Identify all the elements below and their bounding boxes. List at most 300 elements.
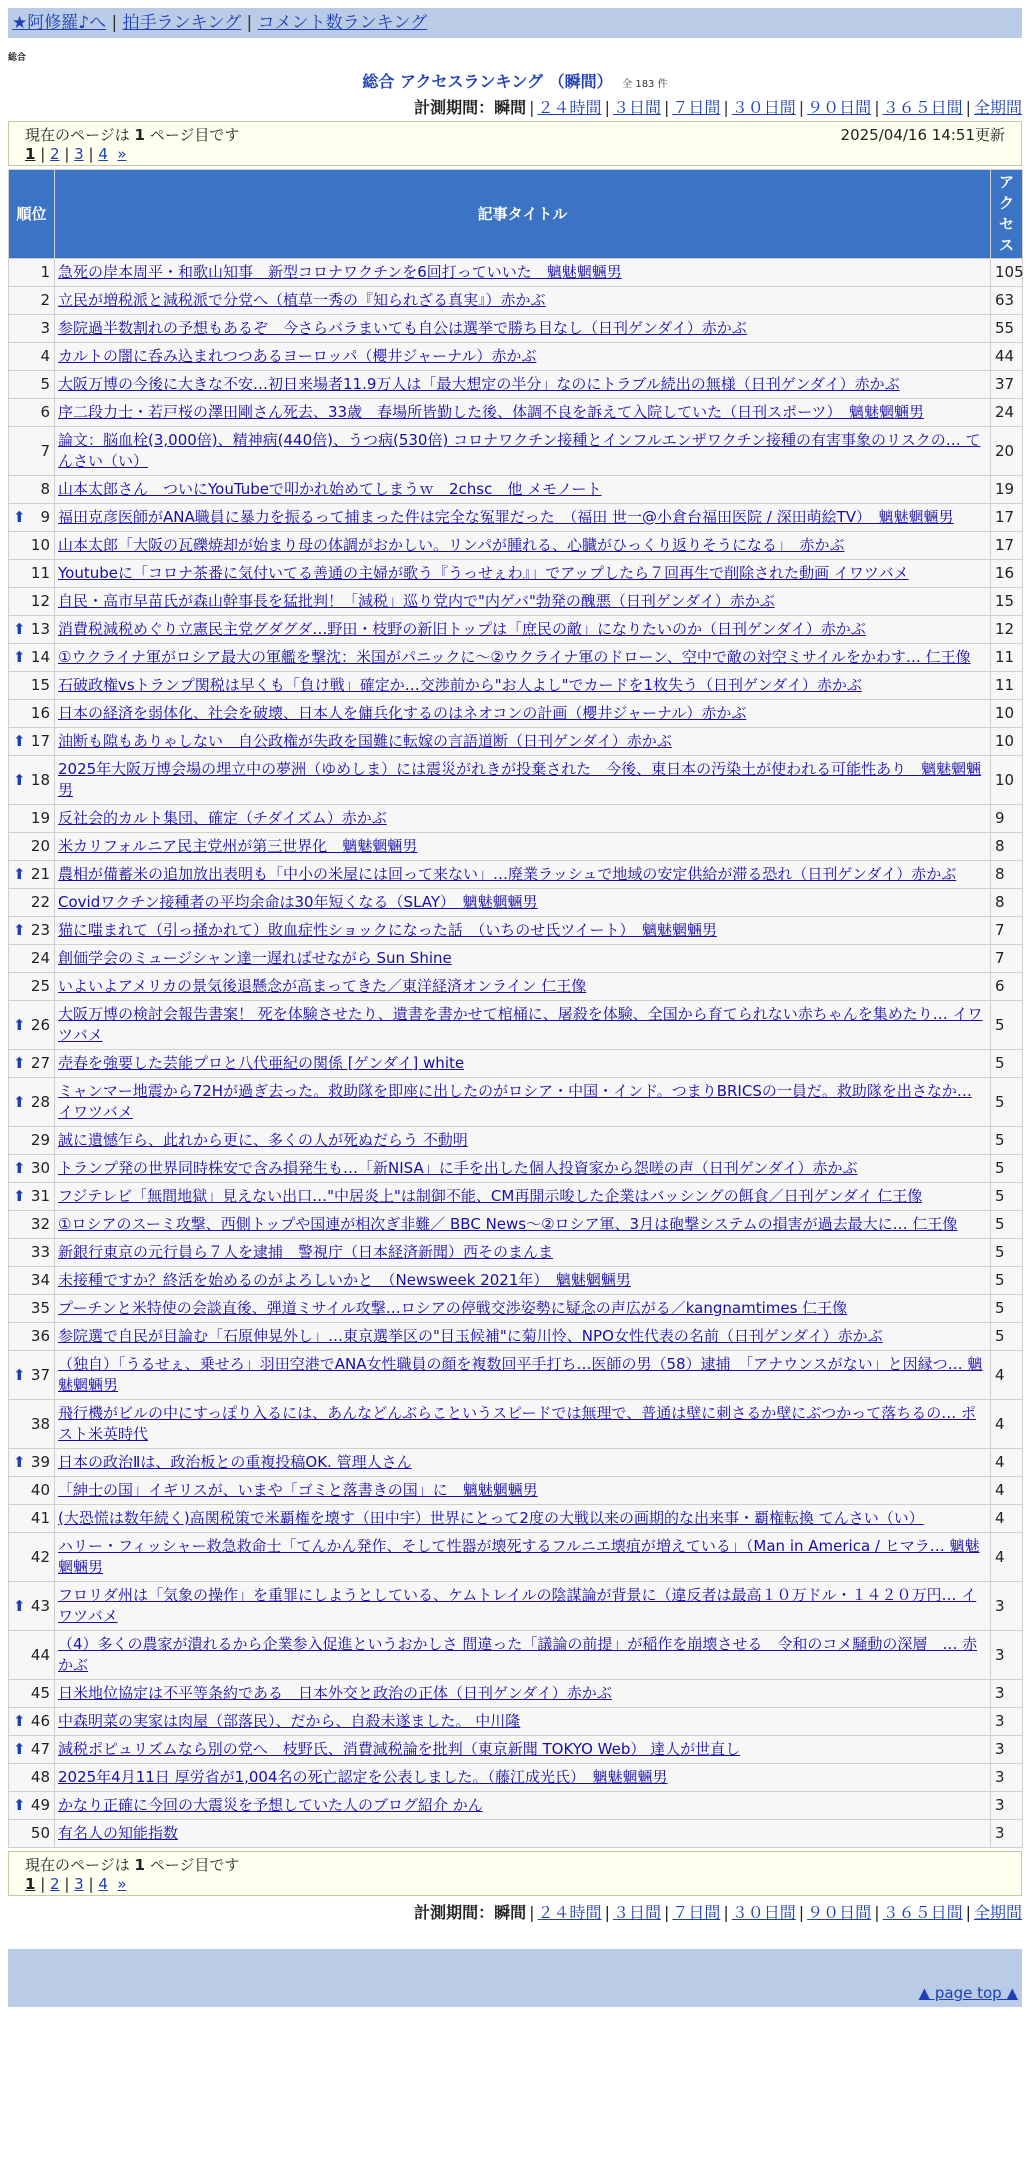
access-count: 5 — [991, 1155, 1023, 1183]
access-count: 5 — [991, 1211, 1023, 1239]
article-link[interactable]: 猫に嗤まれて（引っ掻かれて）敗血症性ショックになった話 （いちのせ氏ツイート） 魑魅魍魎男 — [58, 921, 717, 939]
up-arrow-icon: ⬆ — [13, 1159, 26, 1177]
article-link[interactable]: 中森明菜の実家は肉屋（部落民）、だから、自殺未遂ました。 中川隆 — [58, 1712, 521, 1730]
up-arrow-icon: ⬆ — [13, 921, 26, 939]
next-page-link[interactable]: » — [117, 1875, 127, 1893]
page-link[interactable]: 2 — [50, 145, 60, 163]
article-link[interactable]: 油断も隙もありゃしない 自公政権が失政を国難に転嫁の言語道断（日刊ゲンダイ）赤かぶ — [58, 732, 672, 750]
nav-separator: | — [111, 13, 118, 33]
period-separator: | — [663, 98, 670, 117]
title-cell — [55, 343, 991, 371]
table-row — [9, 833, 1023, 861]
up-arrow-icon: ⬆ — [13, 620, 26, 638]
article-link[interactable]: 大阪万博の今後に大きな不安…初日来場者11.9万人は「最大想定の半分」なのにトラブル続出の無様（日刊ゲンダイ）赤かぶ — [58, 375, 900, 393]
title-cell — [55, 504, 991, 532]
period-link[interactable]: ３日間 — [612, 98, 661, 117]
article-link[interactable]: 論文：脳血栓(3,000倍)、精神病(440倍)、うつ病(530倍) コロナワクチン接種とインフルエンザワクチン接種の有害事象のリスクの… てんさい（い） — [58, 431, 981, 470]
access-count: 5 — [991, 1183, 1023, 1211]
access-count: 4 — [991, 1505, 1023, 1533]
rank-number: 44 — [30, 1645, 50, 1664]
access-count: 7 — [991, 945, 1023, 973]
pager-top — [8, 121, 1022, 166]
title-cell — [55, 1078, 991, 1127]
rank-cell — [9, 1680, 55, 1708]
access-count: 5 — [991, 1295, 1023, 1323]
rank-cell — [9, 1323, 55, 1351]
period-link[interactable]: ３６５日間 — [882, 1903, 963, 1922]
access-count: 3 — [991, 1708, 1023, 1736]
rank-cell — [9, 1239, 55, 1267]
article-link[interactable]: 参院過半数割れの予想もあるぞ 今さらバラまいても自公は選挙で勝ち目なし（日刊ゲンダイ）赤かぶ — [58, 319, 747, 337]
page-separator: | — [83, 1875, 99, 1893]
table-row — [9, 343, 1023, 371]
title-cell — [55, 532, 991, 560]
rank-cell — [9, 833, 55, 861]
title-cell — [55, 1400, 991, 1449]
page-separator: | — [35, 1875, 51, 1893]
rank-cell — [9, 1764, 55, 1792]
access-count: 8 — [991, 833, 1023, 861]
article-link[interactable]: Covidワクチン接種者の平均余命は30年短くなる（SLAY） 魑魅魍魎男 — [58, 893, 538, 911]
period-separator: | — [965, 98, 971, 117]
period-current: 瞬間 — [494, 98, 527, 117]
rank-cell — [9, 1211, 55, 1239]
page-separator: | — [35, 145, 51, 163]
page-link[interactable]: 4 — [98, 1875, 108, 1893]
period-link[interactable]: ２４時間 — [537, 98, 602, 117]
access-count: 5 — [991, 1239, 1023, 1267]
title-cell — [55, 756, 991, 805]
clap-ranking-link[interactable]: 拍手ランキング — [122, 13, 242, 33]
period-separator: | — [965, 1903, 971, 1922]
rank-cell — [9, 1736, 55, 1764]
rank-number: 26 — [30, 1015, 50, 1034]
rank-number: 46 — [30, 1712, 50, 1730]
article-link[interactable]: 未接種ですか？終活を始めるのがよろしいかと （Newsweek 2021年） 魑魅魍魎男 — [58, 1271, 631, 1289]
footer-bar — [8, 1949, 1022, 1979]
page-separator: | — [59, 1875, 75, 1893]
article-link[interactable]: （4）多くの農家が潰れるから企業参入促進というおかしさ 間違った「議論の前提」が稲作を崩壊させる 令和のコメ騒動の深層 … 赤かぶ — [58, 1635, 978, 1674]
title-cell — [55, 560, 991, 588]
table-row — [9, 1680, 1023, 1708]
period-link[interactable]: ９０日間 — [807, 98, 872, 117]
access-count: 7 — [991, 917, 1023, 945]
title-cell — [55, 1533, 991, 1582]
article-link[interactable]: フロリダ州は「気象の操作」を重罪にしようとしている、ケムトレイルの陰謀論が背景に（違反者は最高１０万ドル・１４２０万円… イワツバメ — [58, 1586, 977, 1625]
article-link[interactable]: 誠に遺憾乍ら、此れから更に、多くの人が死ぬだらう 不動明 — [58, 1131, 468, 1149]
article-link[interactable]: ①ロシアのスーミ攻撃、西側トップや国連が相次ぎ非難／ BBC News～②ロシア軍、3月は砲撃システムの損害が過去最大に… 仁王像 — [58, 1215, 958, 1233]
access-count: 37 — [991, 371, 1023, 399]
article-link[interactable]: 急死の岸本周平・和歌山知事 新型コロナワクチンを6回打っていいた 魑魅魍魎男 — [58, 263, 622, 281]
page-current: 1 — [25, 145, 36, 163]
rank-number: 31 — [30, 1187, 50, 1205]
access-count: 5 — [991, 1050, 1023, 1078]
access-count: 11 — [991, 672, 1023, 700]
period-separator: | — [604, 1903, 610, 1922]
access-count: 5 — [991, 1001, 1023, 1050]
table-row — [9, 1127, 1023, 1155]
table-row — [9, 532, 1023, 560]
period-label: 計測期間： — [414, 98, 495, 117]
up-arrow-icon: ⬆ — [13, 1092, 26, 1111]
article-link[interactable]: (大恐慌は数年続く)高関税策で米覇権を壊す（田中宇）世界にとって2度の大戦以来の画期的な出来事・覇権転換 てんさい（い） — [58, 1509, 924, 1527]
ranking-title: 総合 アクセスランキング （瞬間） — [362, 72, 613, 91]
rank-number: 32 — [30, 1215, 50, 1233]
page-status — [25, 124, 239, 145]
up-arrow-icon: ⬆ — [13, 1365, 26, 1384]
table-row — [9, 1400, 1023, 1449]
access-count: 9 — [991, 805, 1023, 833]
rank-number: 38 — [30, 1414, 50, 1433]
rank-number: 12 — [30, 592, 50, 610]
title-cell — [55, 1155, 991, 1183]
article-link[interactable]: ハリー・フィッシャー救急救命士「てんかん発作、そして性器が壊死するフルニエ壊疽が増えている」（Man in America / ヒマラ… 魑魅魍魎男 — [58, 1537, 980, 1576]
period-separator: | — [529, 98, 535, 117]
period-link[interactable]: ３０日間 — [731, 1903, 796, 1922]
access-count: 5 — [991, 1323, 1023, 1351]
title-cell — [55, 805, 991, 833]
table-row — [9, 672, 1023, 700]
period-link[interactable]: 全期間 — [973, 98, 1022, 117]
page-top-link[interactable]: ▲ page top ▲ — [918, 1984, 1018, 2002]
period-separator: | — [663, 1903, 670, 1922]
rank-number: 42 — [30, 1547, 50, 1566]
table-row — [9, 1211, 1023, 1239]
article-link[interactable]: 日本の政治Ⅱは、政治板との重複投稿OK. 管理人さん — [58, 1453, 412, 1471]
title-cell — [55, 259, 991, 287]
article-link[interactable]: （独自）「うるせぇ、乗せろ」羽田空港でANA女性職員の顔を複数回平手打ち…医師の男（58）逮捕 「アナウンスがない」と因縁つ… 魑魅魍魎男 — [58, 1355, 983, 1394]
access-count: 15 — [991, 588, 1023, 616]
table-row — [9, 1323, 1023, 1351]
col-access: アクセス — [991, 170, 1023, 259]
title-cell — [55, 1764, 991, 1792]
page-separator: | — [59, 145, 75, 163]
period-separator: | — [723, 98, 729, 117]
access-count: 63 — [991, 287, 1023, 315]
article-link[interactable]: 反社会的カルト集団、確定（チダイズム）赤かぶ — [58, 809, 387, 827]
rank-cell — [9, 1127, 55, 1155]
article-link[interactable]: いよいよアメリカの景気後退懸念が高まってきた／東洋経済オンライン 仁王像 — [58, 977, 587, 995]
title-cell — [55, 1295, 991, 1323]
access-count: 19 — [991, 476, 1023, 504]
rank-number: 20 — [30, 837, 50, 855]
access-count: 3 — [991, 1736, 1023, 1764]
title-cell — [55, 917, 991, 945]
page-status-prefix: 現在のページは — [25, 1856, 130, 1874]
rank-number: 2 — [40, 291, 50, 309]
rank-number: 43 — [30, 1596, 50, 1615]
title-cell — [55, 1820, 991, 1848]
article-link[interactable]: ①ウクライナ軍がロシア最大の軍艦を撃沈：米国がパニックに～②ウクライナ軍のドローン、空中で敵の対空ミサイルをかわす… 仁王像 — [58, 648, 971, 666]
table-row — [9, 889, 1023, 917]
access-count: 5 — [991, 1127, 1023, 1155]
access-count: 105 — [991, 259, 1023, 287]
up-arrow-icon: ⬆ — [13, 508, 26, 526]
rank-number: 3 — [40, 319, 50, 337]
access-count: 44 — [991, 343, 1023, 371]
rank-cell — [9, 343, 55, 371]
rank-number: 49 — [30, 1796, 50, 1814]
top-nav-bar — [8, 8, 1022, 38]
title-cell — [55, 1183, 991, 1211]
table-row — [9, 1267, 1023, 1295]
access-count: 5 — [991, 1267, 1023, 1295]
nav-separator: | — [246, 13, 253, 33]
rank-cell — [9, 1792, 55, 1820]
up-arrow-icon: ⬆ — [13, 1740, 26, 1758]
rank-cell — [9, 728, 55, 756]
article-link[interactable]: フジテレビ「無間地獄」見えない出口…"中居炎上"は制御不能、CM再開示唆した企業はバッシングの餌食／日刊ゲンダイ 仁王像 — [58, 1187, 923, 1205]
updated-timestamp: 2025/04/16 14:51更新 — [840, 126, 1005, 144]
table-row — [9, 427, 1023, 476]
table-row — [9, 504, 1023, 532]
table-row — [9, 1050, 1023, 1078]
table-row — [9, 616, 1023, 644]
article-link[interactable]: カルトの闇に呑み込まれつつあるヨーロッパ（櫻井ジャーナル）赤かぶ — [58, 347, 537, 365]
rank-number: 11 — [30, 564, 50, 582]
col-rank: 順位 — [9, 170, 55, 259]
article-link[interactable]: 立民が増税派と減税派で分党へ（植草一秀の『知られざる真実』）赤かぶ — [58, 291, 546, 309]
rank-number: 35 — [30, 1299, 50, 1317]
period-link[interactable]: ９０日間 — [807, 1903, 872, 1922]
article-link[interactable]: 創価学会のミュージシャン達一遅ればせながら Sun Shine — [58, 949, 452, 967]
access-count: 11 — [991, 644, 1023, 672]
total-count: 全 183 件 — [622, 79, 668, 90]
rank-number: 39 — [30, 1453, 50, 1471]
up-arrow-icon: ⬆ — [13, 1796, 26, 1814]
article-link[interactable]: 飛行機がビルの中にすっぽり入るには、あんなどんぶらこというスピードでは無理で、普通は壁に刺さるか壁にぶつかって落ちるの… ポスト米英時代 — [58, 1404, 976, 1443]
access-count: 3 — [991, 1631, 1023, 1680]
access-count: 10 — [991, 728, 1023, 756]
rank-cell — [9, 504, 55, 532]
article-link[interactable]: 農相が備蓄米の追加放出表明も「中小の米屋には回って来ない」…廃業ラッシュで地域の安定供給が滞る恐れ（日刊ゲンダイ）赤かぶ — [58, 865, 957, 883]
title-cell — [55, 1736, 991, 1764]
rank-number: 8 — [40, 480, 50, 498]
access-count: 10 — [991, 700, 1023, 728]
table-row — [9, 1239, 1023, 1267]
access-count: 4 — [991, 1400, 1023, 1449]
period-separator: | — [874, 1903, 880, 1922]
table-header — [9, 170, 1023, 259]
rank-number: 24 — [30, 949, 50, 967]
rank-cell — [9, 1708, 55, 1736]
period-link[interactable]: ３６５日間 — [882, 98, 963, 117]
access-count: 10 — [991, 756, 1023, 805]
rank-number: 28 — [30, 1092, 50, 1111]
page-status-prefix: 現在のページは — [25, 126, 130, 144]
pager-bottom — [8, 1851, 1022, 1896]
comment-ranking-link[interactable]: コメント数ランキング — [257, 13, 428, 33]
article-link[interactable]: 石破政権vsトランプ関税は早くも「負け戦」確定か…交渉前から"お人よし"でカードを1枚失う（日刊ゲンダイ）赤かぶ — [58, 676, 862, 694]
period-link[interactable]: ７日間 — [672, 1903, 721, 1922]
table-row — [9, 917, 1023, 945]
rank-number: 47 — [30, 1740, 50, 1758]
rank-number: 36 — [30, 1327, 50, 1345]
table-row — [9, 700, 1023, 728]
access-count: 16 — [991, 560, 1023, 588]
article-link[interactable]: 日本の経済を弱体化、社会を破壊、日本人を傭兵化するのはネオコンの計画（櫻井ジャーナル）赤かぶ — [58, 704, 747, 722]
page-link[interactable]: 3 — [74, 1875, 84, 1893]
rank-cell — [9, 1078, 55, 1127]
article-link[interactable]: 福田克彦医師がANA職員に暴力を振るって捕まった件は完全な冤罪だった （福田 世一@小倉台福田医院 / 深田萌絵TV） 魑魅魍魎男 — [58, 508, 954, 526]
article-link[interactable]: 売春を強要した芸能プロと八代亜紀の関係 [ゲンダイ] white — [58, 1054, 465, 1072]
access-count: 4 — [991, 1449, 1023, 1477]
article-link[interactable]: 有名人の知能指数 — [58, 1824, 179, 1842]
article-link[interactable]: プーチンと米特使の会談直後、弾道ミサイル攻撃…ロシアの停戦交渉姿勢に疑念の声広がる／kangnamtimes 仁王像 — [58, 1299, 848, 1317]
article-link[interactable]: 2025年4月11日 厚労省が1,004名の死亡認定を公表しました。（藤江成光氏） 魑魅魍魎男 — [58, 1768, 668, 1786]
rank-cell — [9, 427, 55, 476]
article-link[interactable]: 消費税減税めぐり立憲民主党グダグダ…野田・枝野の新旧トップは「庶民の敵」になりたいのか（日刊ゲンダイ）赤かぶ — [58, 620, 866, 638]
title-cell — [55, 1239, 991, 1267]
rank-cell — [9, 756, 55, 805]
rank-cell — [9, 1820, 55, 1848]
up-arrow-icon: ⬆ — [13, 1596, 26, 1615]
home-link[interactable]: ★阿修羅♪へ — [12, 13, 107, 33]
period-link[interactable]: ３０日間 — [731, 98, 796, 117]
table-row — [9, 560, 1023, 588]
rank-cell — [9, 672, 55, 700]
col-title: 記事タイトル — [55, 170, 991, 259]
rank-number: 5 — [40, 375, 50, 393]
table-row — [9, 1183, 1023, 1211]
title-cell — [55, 1127, 991, 1155]
access-count: 3 — [991, 1820, 1023, 1848]
article-link[interactable]: かなり正確に今回の大震災を予想していた人のブログ紹介 かん — [58, 1796, 483, 1814]
access-count: 3 — [991, 1680, 1023, 1708]
rank-cell — [9, 1155, 55, 1183]
rank-cell — [9, 1505, 55, 1533]
table-row — [9, 945, 1023, 973]
article-link[interactable]: 新銀行東京の元行員ら７人を逮捕 警視庁（日本経済新聞）西そのまんま — [58, 1243, 554, 1261]
rank-number: 33 — [30, 1243, 50, 1261]
period-separator: | — [529, 1903, 535, 1922]
rank-cell — [9, 1267, 55, 1295]
table-row — [9, 1078, 1023, 1127]
rank-cell — [9, 259, 55, 287]
rank-number: 17 — [30, 732, 50, 750]
page-links — [25, 145, 1005, 163]
rank-number: 1 — [40, 263, 50, 281]
period-separator: | — [798, 1903, 805, 1922]
period-link[interactable]: ７日間 — [672, 98, 721, 117]
rank-cell — [9, 616, 55, 644]
up-arrow-icon: ⬆ — [13, 1712, 26, 1730]
rank-cell — [9, 973, 55, 1001]
page-link[interactable]: 2 — [50, 1875, 60, 1893]
page-links — [25, 1875, 1005, 1893]
article-link[interactable]: 2025年大阪万博会場の埋立中の夢洲（ゆめしま）には震災がれきが投棄された 今後、東日本の汚染土が使われる可能性あり 魑魅魍魎男 — [58, 760, 982, 799]
table-row — [9, 476, 1023, 504]
table-row — [9, 1792, 1023, 1820]
article-link[interactable]: Youtubeに「コロナ茶番に気付いてる善通の主婦が歌う『うっせぇわ』」でアップしたら７回再生で削除された動画 イワツバメ — [58, 564, 909, 582]
table-row — [9, 728, 1023, 756]
table-row — [9, 371, 1023, 399]
title-cell — [55, 945, 991, 973]
title-cell — [55, 287, 991, 315]
table-row — [9, 1533, 1023, 1582]
period-link[interactable]: ２４時間 — [537, 1903, 602, 1922]
page-title — [0, 69, 1030, 92]
up-arrow-icon: ⬆ — [13, 1453, 26, 1471]
rank-cell — [9, 315, 55, 343]
period-link[interactable]: 全期間 — [973, 1903, 1022, 1922]
article-link[interactable]: 山本太郎「大阪の瓦礫焼却が始まり母の体調がおかしい。リンパが腫れる、心臓がひっくり返りそうになる」 赤かぶ — [58, 536, 845, 554]
rank-cell — [9, 1533, 55, 1582]
article-link[interactable]: 山本太郎さん ついにYouTubeで叩かれ始めてしまうｗ 2chsc 他 メモノート — [58, 480, 602, 498]
table-row — [9, 1736, 1023, 1764]
title-cell — [55, 1323, 991, 1351]
next-page-link[interactable]: » — [117, 145, 127, 163]
page-link[interactable]: 4 — [98, 145, 108, 163]
article-link[interactable]: 日米地位協定は不平等条約である 日本外交と政治の正体（日刊ゲンダイ）赤かぶ — [58, 1684, 612, 1702]
rank-cell — [9, 476, 55, 504]
rank-cell — [9, 644, 55, 672]
rank-cell — [9, 371, 55, 399]
rank-cell — [9, 399, 55, 427]
access-count: 3 — [991, 1792, 1023, 1820]
page-status-number: 1 — [134, 1856, 145, 1874]
title-cell — [55, 700, 991, 728]
article-link[interactable]: 「紳士の国」イギリスが、いまや「ゴミと落書きの国」に 魑魅魍魎男 — [58, 1481, 538, 1499]
title-cell — [55, 371, 991, 399]
table-row — [9, 861, 1023, 889]
table-row — [9, 1505, 1023, 1533]
access-count: 24 — [991, 399, 1023, 427]
rank-cell — [9, 532, 55, 560]
rank-cell — [9, 1351, 55, 1400]
title-cell — [55, 315, 991, 343]
access-count: 12 — [991, 616, 1023, 644]
period-current: 瞬間 — [494, 1903, 527, 1922]
rank-number: 16 — [30, 704, 50, 722]
title-cell — [55, 1505, 991, 1533]
article-link[interactable]: 自民・高市早苗氏が森山幹事長を猛批判！「減税」巡り党内で"内ゲバ"勃発の醜悪（日刊ゲンダイ）赤かぶ — [58, 592, 775, 610]
access-count: 4 — [991, 1533, 1023, 1582]
title-cell — [55, 672, 991, 700]
rank-cell — [9, 1582, 55, 1631]
article-link[interactable]: 減税ポピュリズムなら別の党へ 枝野氏、消費減税論を批判（東京新聞 TOKYO Web） 達人が世直し — [58, 1740, 741, 1758]
article-link[interactable]: 序二段力士・若戸桜の澤田剛さん死去、33歳 春場所皆勤した後、体調不良を訴えて入院していた（日刊スポーツ） 魑魅魍魎男 — [58, 403, 924, 421]
rank-cell — [9, 805, 55, 833]
page-link[interactable]: 3 — [74, 145, 84, 163]
period-link[interactable]: ３日間 — [612, 1903, 661, 1922]
rank-cell — [9, 917, 55, 945]
up-arrow-icon: ⬆ — [13, 1015, 26, 1034]
page-separator: | — [83, 145, 99, 163]
access-count: 4 — [991, 1351, 1023, 1400]
article-link[interactable]: 参院選で自民が目論む「石原伸晃外し」…東京選挙区の"目玉候補"に菊川怜、NPO女性代表の名前（日刊ゲンダイ）赤かぶ — [58, 1327, 883, 1345]
table-row — [9, 1351, 1023, 1400]
rank-cell — [9, 588, 55, 616]
title-cell — [55, 1267, 991, 1295]
period-label: 計測期間： — [414, 1903, 495, 1922]
table-row — [9, 1582, 1023, 1631]
rank-cell — [9, 700, 55, 728]
access-count: 55 — [991, 315, 1023, 343]
rank-cell — [9, 1001, 55, 1050]
table-row — [9, 644, 1023, 672]
rank-number: 6 — [40, 403, 50, 421]
article-link[interactable]: トランプ発の世界同時株安で含み損発生も…「新NISA」に手を出した個人投資家から怨嗟の声（日刊ゲンダイ）赤かぶ — [58, 1159, 858, 1177]
article-link[interactable]: 米カリフォルニア民主党州が第三世界化 魑魅魍魎男 — [58, 837, 418, 855]
rank-number: 13 — [30, 620, 50, 638]
article-link[interactable]: ミャンマー地震から72Hが過ぎ去った。救助隊を即座に出したのがロシア・中国・インド。つまりBRICSの一員だ。救助隊を出さなか… イワツバメ — [58, 1082, 972, 1121]
article-link[interactable]: 大阪万博の検討会報告書案！ 死を体験させたり、遺書を書かせて棺桶に、屠殺を体験、全国から育てられない赤ちゃんを集めたり… イワツバメ — [58, 1005, 983, 1044]
rank-number: 29 — [30, 1131, 50, 1149]
period-selector-bottom — [8, 1900, 1022, 1923]
title-cell — [55, 1477, 991, 1505]
title-cell — [55, 616, 991, 644]
